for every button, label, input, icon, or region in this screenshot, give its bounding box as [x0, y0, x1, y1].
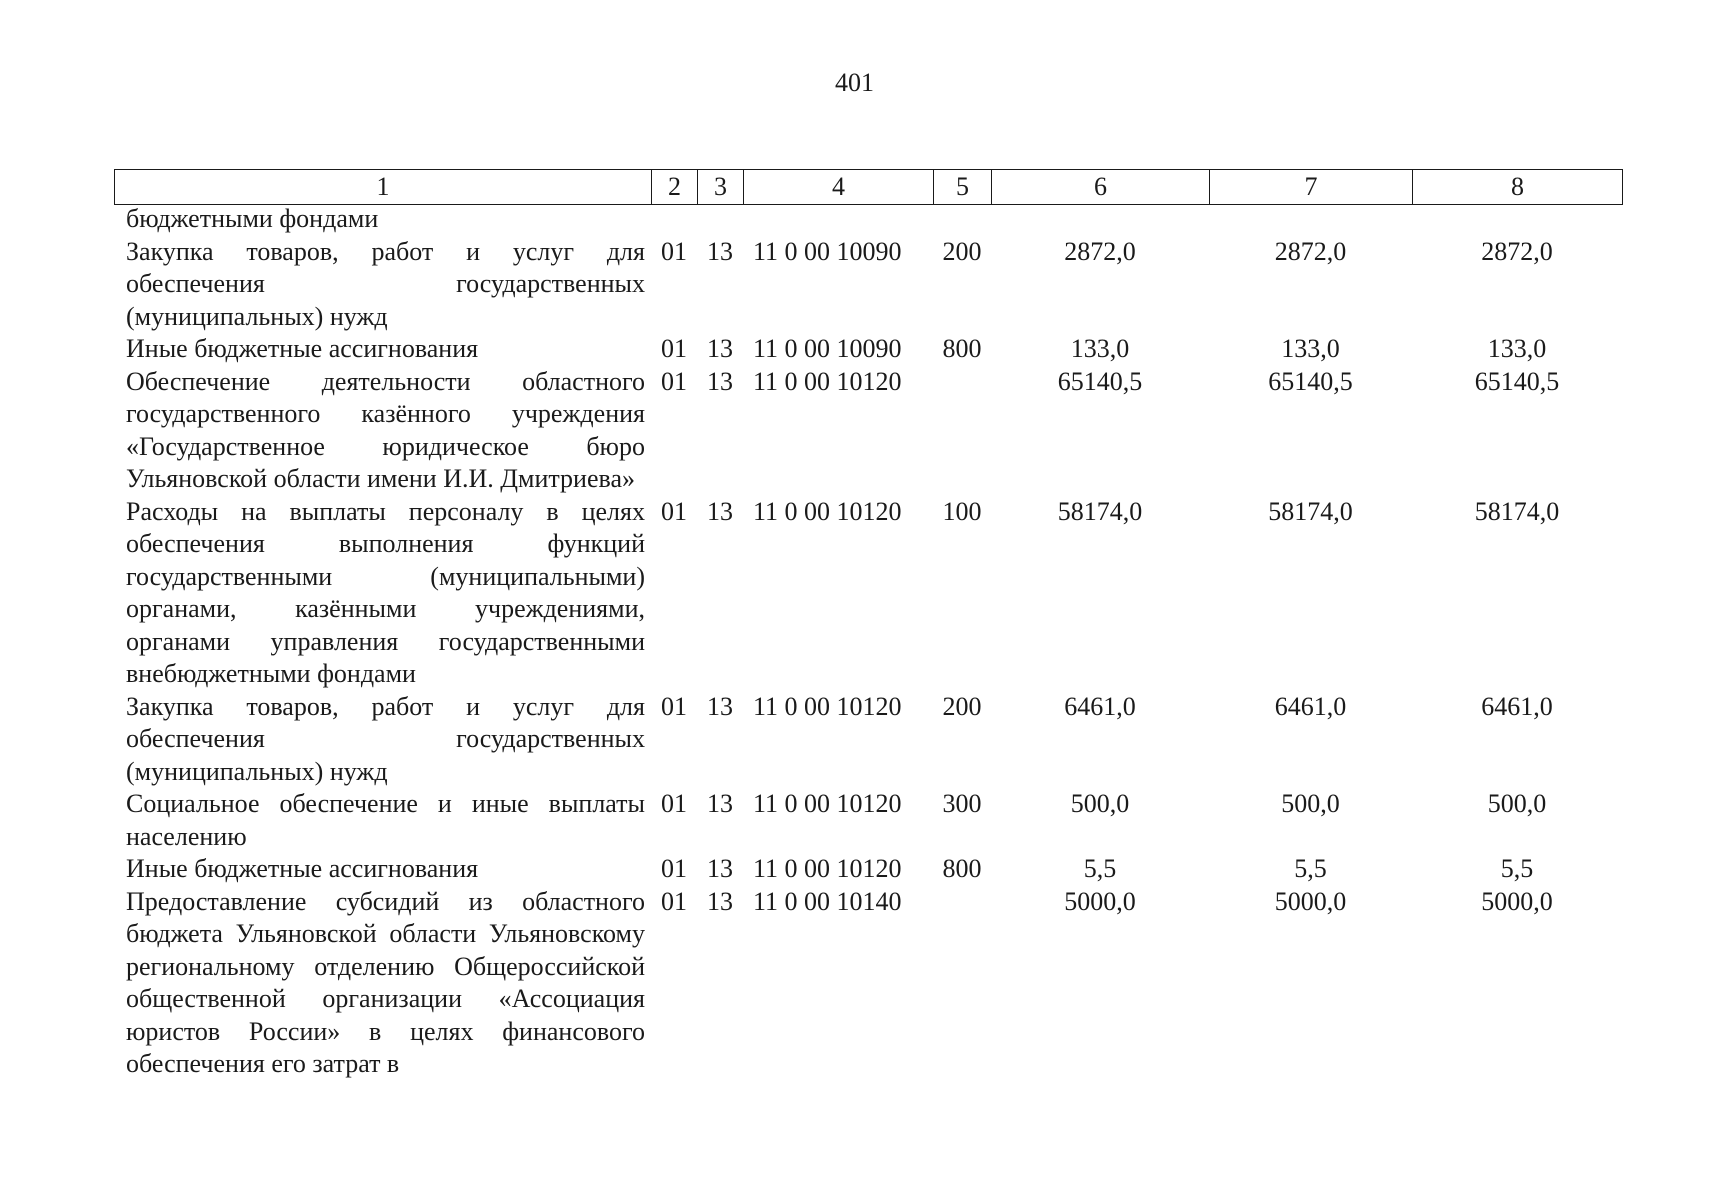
column-header-4: 4: [744, 170, 934, 205]
row-description: Закупка товаров, работ и услуг для обеспечения государственных (муниципальных) нужд: [126, 236, 645, 331]
row-amount-col6: 5000,0: [1064, 886, 1136, 916]
row-section-code: [651, 203, 697, 236]
row-amount-col8: 133,0: [1487, 334, 1547, 363]
table-row: [114, 236, 1622, 334]
row-amount-col7: 500,0: [1281, 789, 1340, 818]
row-section-code: 01: [661, 886, 687, 916]
row-subsection-code: 13: [707, 691, 733, 721]
row-amount-col7: 5,5: [1294, 854, 1327, 883]
row-subsection-code: 13: [707, 334, 733, 363]
row-amount-col8: 65140,5: [1474, 366, 1560, 396]
row-target-article-code: 11 0 00 10140: [753, 886, 902, 916]
row-section-code: 01: [661, 236, 687, 266]
row-section-code: 01: [661, 789, 687, 818]
row-amount-col6: 2872,0: [1064, 236, 1136, 266]
row-expense-type-code: 200: [942, 691, 982, 721]
table-row: [114, 853, 1622, 886]
column-header-5: 5: [934, 170, 992, 205]
row-target-article-code: 11 0 00 10120: [753, 691, 902, 721]
row-amount-col6: 65140,5: [1057, 366, 1143, 396]
row-section-code: 01: [661, 691, 687, 721]
row-amount-col7: 133,0: [1281, 334, 1340, 363]
row-amount-col6: [991, 203, 1209, 236]
row-description: Предоставление субсидий из областного бюджета Ульяновской области Ульяновскому региональному отделению Общероссийской общественной организации «Ассоциация юристов России» в целях финансового обеспечения его затрат в: [126, 886, 645, 1078]
row-section-code: 01: [661, 334, 687, 363]
row-description: Социальное обеспечение и иные выплаты населению: [126, 789, 645, 851]
row-amount-col7: [1209, 203, 1412, 236]
row-target-article-code: 11 0 00 10090: [753, 236, 902, 266]
row-section-code: 01: [661, 496, 687, 526]
row-amount-col6: 500,0: [1070, 789, 1130, 818]
row-description: Обеспечение деятельности областного государственного казённого учреждения «Государственное юридическое бюро Ульяновской области имени И.И. Дмитриева»: [126, 366, 645, 493]
row-amount-col6: 133,0: [1070, 334, 1130, 363]
column-header-row: [115, 170, 1623, 205]
column-header-3: 3: [698, 170, 744, 205]
row-amount-col8: 2872,0: [1481, 236, 1553, 266]
row-expense-type-code: 200: [942, 236, 982, 266]
row-expense-type-code: 100: [942, 496, 982, 526]
row-target-article-code: 11 0 00 10120: [753, 496, 902, 526]
row-subsection-code: 13: [707, 236, 733, 266]
row-subsection-code: 13: [707, 854, 733, 883]
row-amount-col7: 6461,0: [1274, 691, 1347, 721]
table-row: [114, 886, 1622, 1081]
table-row: [114, 788, 1622, 853]
row-target-article-code: 11 0 00 10090: [753, 334, 902, 363]
row-amount-col6: 6461,0: [1064, 691, 1136, 721]
row-amount-col7: 5000,0: [1274, 886, 1347, 916]
column-header-6: 6: [992, 170, 1210, 205]
row-description: бюджетными фондами: [126, 204, 379, 233]
row-amount-col8: [1412, 203, 1622, 236]
row-expense-type-code: [933, 366, 991, 496]
budget-table-body: [114, 203, 1622, 1081]
row-target-article-code: 11 0 00 10120: [753, 854, 902, 883]
row-subsection-code: 13: [707, 496, 733, 526]
row-amount-col7: 58174,0: [1268, 496, 1353, 526]
row-amount-col7: 65140,5: [1268, 366, 1353, 396]
row-amount-col8: 5,5: [1500, 854, 1534, 883]
row-target-article-code: [743, 203, 933, 236]
table-row: [114, 333, 1622, 366]
table-row: [114, 496, 1622, 691]
row-expense-type-code: [933, 203, 991, 236]
row-description: Закупка товаров, работ и услуг для обеспечения государственных (муниципальных) нужд: [126, 691, 645, 786]
row-subsection-code: 13: [707, 886, 733, 916]
row-amount-col6: 58174,0: [1057, 496, 1143, 526]
row-target-article-code: 11 0 00 10120: [753, 789, 902, 818]
row-amount-col8: 500,0: [1487, 789, 1547, 818]
page-number: 401: [835, 68, 874, 97]
column-header-2: 2: [652, 170, 698, 205]
row-subsection-code: 13: [707, 789, 733, 818]
row-description: Иные бюджетные ассигнования: [126, 854, 479, 883]
row-expense-type-code: [933, 886, 991, 1081]
row-section-code: 01: [661, 854, 687, 883]
row-amount-col6: 5,5: [1083, 854, 1117, 883]
table-row: [114, 366, 1622, 496]
row-section-code: 01: [661, 366, 687, 396]
row-description: Расходы на выплаты персоналу в целях обеспечения выполнения функций государственными (муниципальными) органами, казёнными учреждениями, органами управления государственными внебюджетными фондами: [126, 496, 645, 688]
column-header-table: [114, 169, 1623, 205]
row-subsection-code: [697, 203, 743, 236]
row-amount-col7: 2872,0: [1274, 236, 1347, 266]
column-header-8: 8: [1413, 170, 1623, 205]
row-target-article-code: 11 0 00 10120: [753, 366, 902, 396]
table-row: [114, 203, 1622, 236]
row-amount-col8: 58174,0: [1474, 496, 1560, 526]
row-subsection-code: 13: [707, 366, 733, 396]
row-expense-type-code: 800: [942, 854, 982, 883]
row-expense-type-code: 800: [942, 334, 982, 363]
table-row: [114, 691, 1622, 789]
row-expense-type-code: 300: [942, 789, 982, 818]
row-amount-col8: 5000,0: [1481, 886, 1553, 916]
column-header-1: 1: [115, 170, 652, 205]
column-header-7: 7: [1210, 170, 1413, 205]
row-amount-col8: 6461,0: [1481, 691, 1553, 721]
row-description: Иные бюджетные ассигнования: [126, 334, 479, 363]
